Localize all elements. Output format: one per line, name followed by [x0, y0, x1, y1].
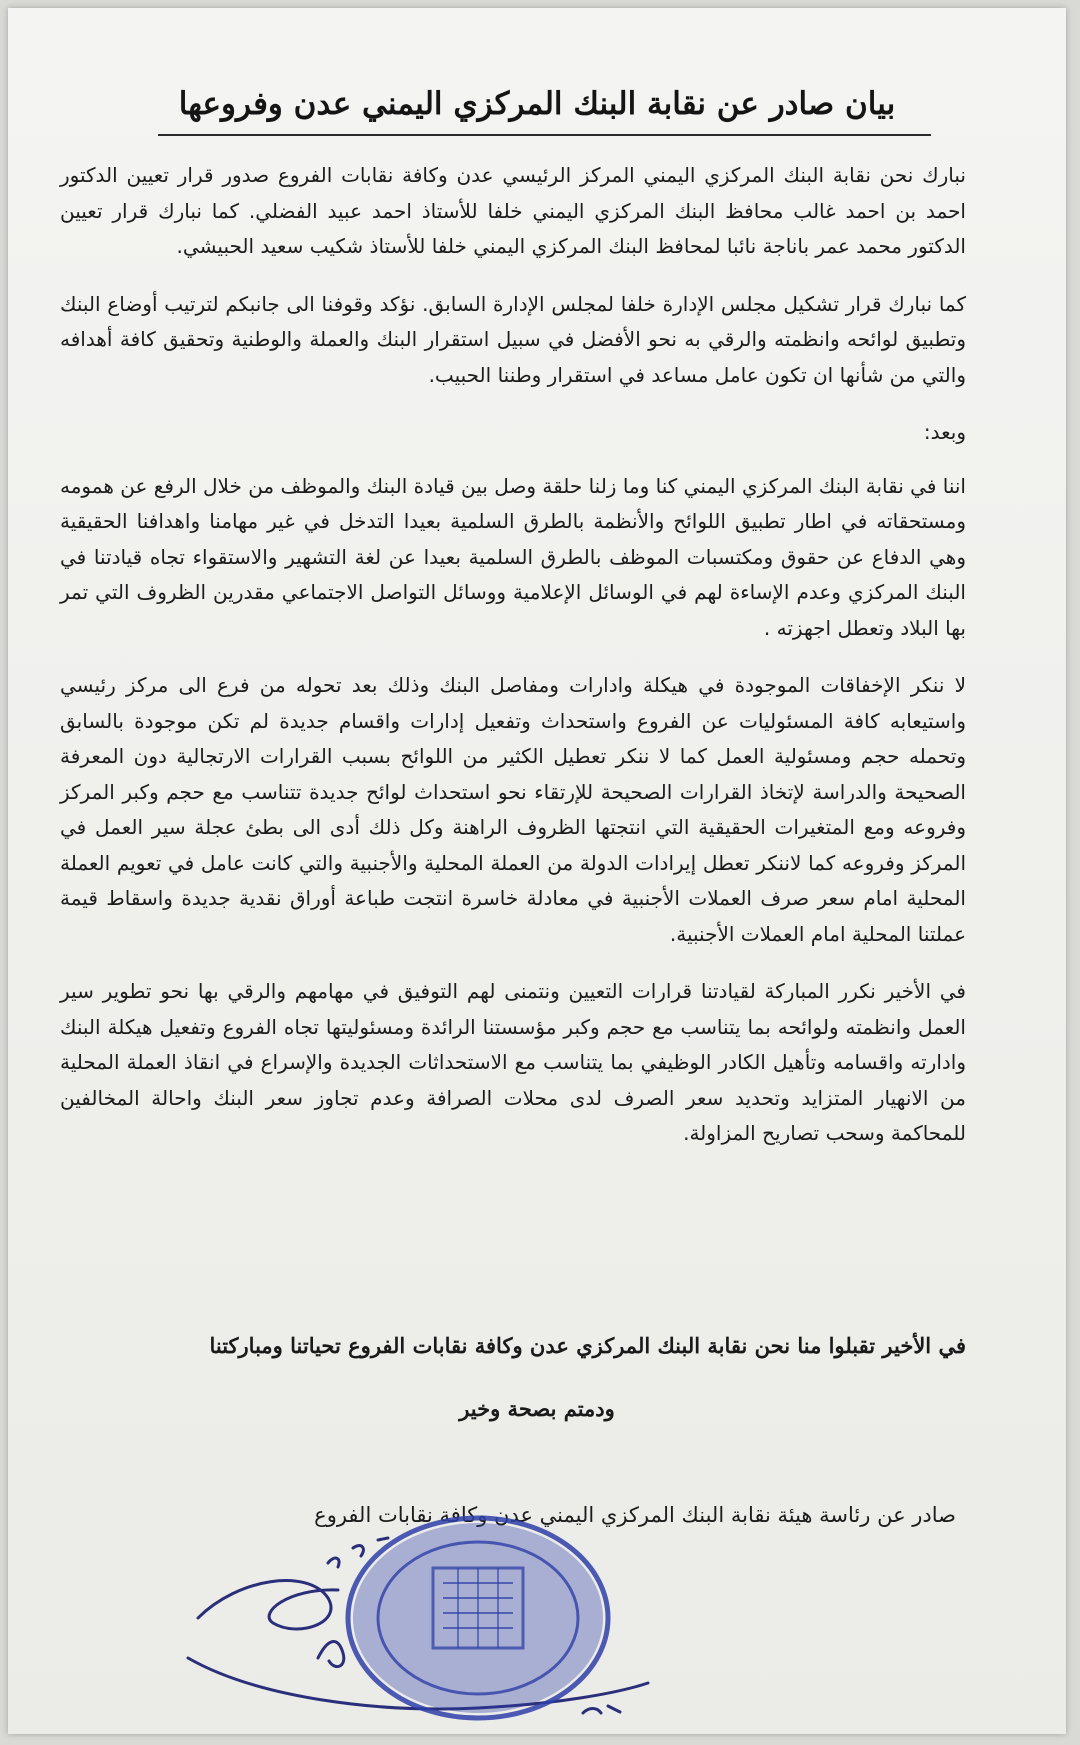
paragraph-shortcomings: لا ننكر الإخفاقات الموجودة في هيكلة وادارات ومفاصل البنك وذلك بعد تحوله من فرع الى مركز رئيسي واستيعابه كافة المسئوليات عن الفروع واستحداث وتفعيل إدارات واقسام جديدة لم تكن موجودة بالسابق وتحمله حجم ومسئولية العمل كما لا ننكر تعطيل الكثير من اللوائح بسبب القرارات الارتجالية دون المعرفة الصحيحة والدراسة لإتخاذ القرارات الصحيحة للإرتقاء نحو استحداث لوائح جديدة تتناسب مع حجم وكبر المركز وفروعه ومع المتغيرات الحقيقية التي انتجتها الظروف الراهنة وكل ذلك أدى الى بطئ عجلة سير العمل في المركز وفروعه كما لاننكر تعطل إيرادات الدولة من العملة المحلية والأجنبية والتي كانت عامل في تعويم العملة المحلية امام سعر صرف العملات الأجنبية في معادلة خاسرة انتجت طباعة أوراق نقدية جديدة واسقاط قيمة عملتنا المحلية امام العملات الأجنبية. [60, 673, 966, 946]
official-stamp-icon [178, 1508, 678, 1734]
title-underline [158, 134, 931, 136]
issuer-line: صادر عن رئاسة هيئة نقابة البنك المركزي اليمني عدن وكافة نقابات الفروع [314, 1503, 956, 1527]
farewell-line: ودمتم بصحة وخير [459, 1396, 615, 1421]
document-title: بيان صادر عن نقابة البنك المركزي اليمني عدن وفروعها [178, 86, 896, 122]
document-body [60, 158, 966, 1174]
paragraph-transition: وبعد: [923, 420, 966, 444]
paragraph-final-wishes: في الأخير نكرر المباركة لقيادتنا قرارات التعيين ونتمنى لهم التوفيق في مهامهم والرقي بها نحو تطوير سير العمل وانظمته ولوائحه بما يتناسب مع حجم وكبر مؤسستنا الرائدة ومسئوليتها تجاه الفروع وتفعيل هيكلة البنك وادارته واقسامه وتأهيل الكادر الوظيفي بما يتناسب مع الاستحداثات الجديدة والإسراع في انقاذ العملة المحلية من الانهيار المتزايد وتحديد سعر الصرف لدى محلات الصرافة وعدم تجاوز سعر البنك واحالة المخالفين للمحاكمة وسحب تصاريح المزاولة. [60, 979, 966, 1145]
closing-line: في الأخير تقبلوا منا نحن نقابة البنك المركزي عدن وكافة نقابات الفروع تحياتنا ومباركتنا [209, 1333, 966, 1358]
paragraph-congratulations: نبارك نحن نقابة البنك المركزي اليمني المركز الرئيسي عدن وكافة نقابات الفروع صدور قرار تعيين الدكتور احمد بن احمد غالب محافظ البنك المركزي اليمني خلفا للأستاذ احمد عبيد الفضلي. كما نبارك قرار تعيين الدكتور محمد عمر باناجة نائبا لمحافظ البنك المركزي اليمني خلفا للأستاذ شكيب سعيد الحبيشي. [60, 163, 966, 258]
document-page [8, 8, 1066, 1734]
paragraph-union-role: اننا في نقابة البنك المركزي اليمني كنا وما زلنا حلقة وصل بين قيادة البنك والموظف من خلال الرفع عن همومه ومستحقاته في اطار تطبيق اللوائح والأنظمة بالطرق السلمية بعيدا التدخل في غير مهامنا واهدافنا الحقيقية وهي الدفاع عن حقوق ومكتسبات الموظف بالطرق السلمية بعيدا عن لغة التشهير والاستقواء تجاه قيادتنا في البنك المركزي وعدم الإساءة لهم في الوسائل الإعلامية ووسائل التواصل الاجتماعي مقدرين الظروف التي تمر بها البلاد وتعطل اجهزته . [60, 473, 966, 640]
paragraph-board: كما نبارك قرار تشكيل مجلس الإدارة خلفا لمجلس الإدارة السابق. نؤكد وقوفنا الى جانبكم لترتيب أوضاع البنك وتطبيق لوائحه وانظمته والرقي به نحو الأفضل في سبيل استقرار البنك والعملة والوطنية وتحقيق كافة أهدافه والتي من شأنها ان تكون عامل مساعد في استقرار وطننا الحبيب. [60, 291, 966, 387]
